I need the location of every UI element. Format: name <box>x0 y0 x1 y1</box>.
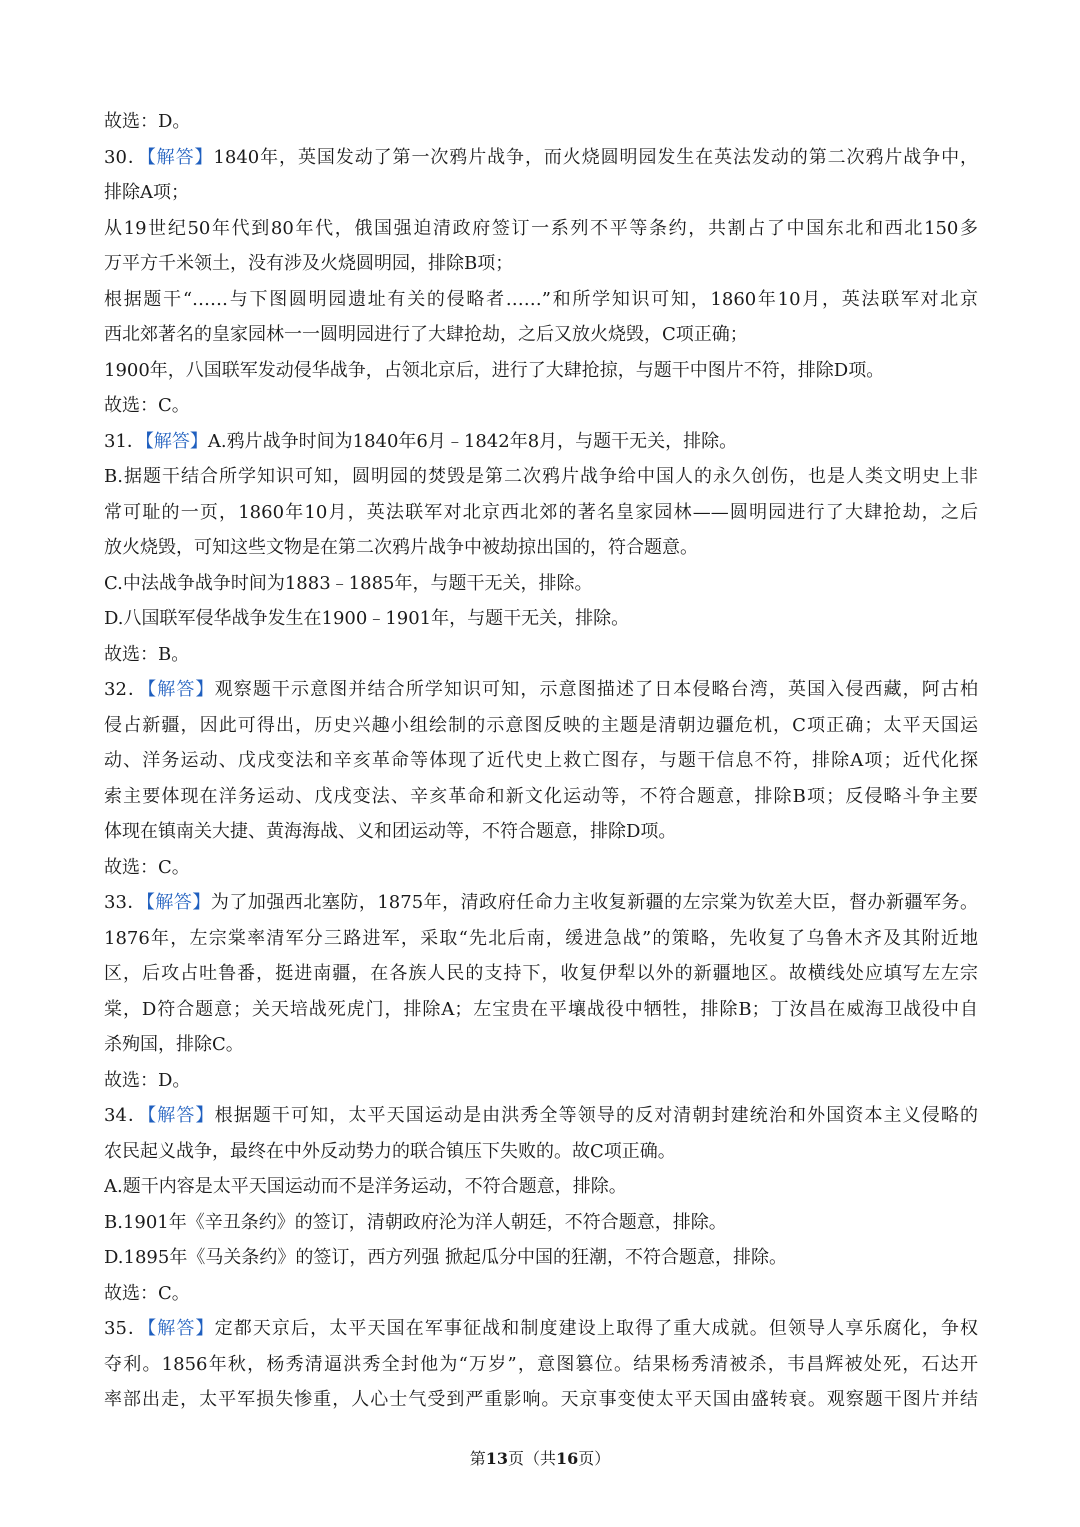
line-text: A.鸦片战争时间为1840年6月﹣1842年8月，与题干无关，排除。 <box>207 430 738 452</box>
text-line <box>104 1098 978 1134</box>
line-text: 1840年，英国发动了第一次鸦片战争，而火烧圆明园发生在英法发动的第二次鸦片战争中， <box>213 146 978 168</box>
text-line <box>104 388 978 424</box>
line-text: 棠，D符合题意；关天培战死虎门，排除A；左宝贵在平壤战役中牺牲，排除B；丁汝昌在威海卫战役中自 <box>104 998 978 1020</box>
line-text: 故选：D。 <box>104 111 191 132</box>
footer-current-page: 13 <box>485 1449 508 1468</box>
text-line <box>104 956 978 992</box>
line-text: 常可耻的一页，1860年10月，英法联军对北京西北郊的著名皇家园林——圆明园进行了大肆抢劫，之后 <box>104 501 978 523</box>
text-line <box>104 743 978 779</box>
page-footer <box>0 1446 1080 1469</box>
line-text: 1876年，左宗棠率清军分三路进军，采取“先北后南，缓进急战”的策略，先收复了乌鲁木齐及其附近地 <box>104 927 978 949</box>
line-text: D.八国联军侵华战争发生在1900﹣1901年，与题干无关，排除。 <box>104 608 630 629</box>
line-text: 故选：C。 <box>104 856 190 878</box>
text-line <box>104 814 978 850</box>
footer-middle: 页（共 <box>507 1449 556 1468</box>
question-number: 34． <box>104 1105 148 1126</box>
answer-tag: 【解答】 <box>146 146 214 168</box>
line-text: D.1895年《马关条约》的签订，西方列强 掀起瓜分中国的狂潮，不符合题意，排除。 <box>104 1247 788 1268</box>
question-number: 32． <box>104 679 148 700</box>
footer-prefix: 第 <box>469 1449 486 1468</box>
text-line <box>104 1205 978 1241</box>
line-text: 故选：C。 <box>104 1282 190 1304</box>
text-line <box>104 1382 978 1418</box>
question-number: 33． <box>104 892 146 913</box>
line-text: 1900年，八国联军发动侵华战争，占领北京后，进行了大肆抢掠，与题干中图片不符，排除D项。 <box>104 359 885 381</box>
answer-tag: 【解答】 <box>147 1318 215 1339</box>
text-line <box>104 672 978 708</box>
text-line <box>104 459 978 495</box>
answer-tag: 【解答】 <box>147 1105 215 1126</box>
line-text: A.题干内容是太平天国运动而不是洋务运动，不符合题意，排除。 <box>104 1176 627 1197</box>
text-line <box>104 992 978 1028</box>
answer-text-body <box>104 104 978 1418</box>
question-number: 35． <box>104 1318 148 1339</box>
line-text: 故选：C。 <box>104 395 190 416</box>
line-text: 为了加强西北塞防，1875年，清政府任命力主收复新疆的左宗棠为钦差大臣，督办新疆军务。 <box>210 892 978 913</box>
answer-tag: 【解答】 <box>147 679 215 700</box>
line-text: 故选：D。 <box>104 1069 191 1091</box>
line-text: 夺利。1856年秋，杨秀清逼洪秀全封他为“万岁”，意图篡位。结果杨秀清被杀，韦昌辉被处死，石达开 <box>104 1353 978 1375</box>
line-text: 故选：B。 <box>104 643 190 665</box>
text-line <box>104 708 978 744</box>
text-line <box>104 885 978 921</box>
text-line <box>104 566 978 602</box>
line-text: 体现在镇南关大捷、黄海海战、义和团运动等，不符合题意，排除D项。 <box>104 821 677 842</box>
line-text: 定都天京后，太平天国在军事征战和制度建设上取得了重大成就。但领导人享乐腐化，争权 <box>214 1318 978 1339</box>
text-line <box>104 104 978 140</box>
text-line <box>104 921 978 957</box>
text-line <box>104 1063 978 1099</box>
line-text: 区，后攻占吐鲁番，挺进南疆，在各族人民的支持下，收复伊犁以外的新疆地区。故横线处应填写左左宗 <box>104 963 978 984</box>
line-text: 从19世纪50年代到80年代，俄国强迫清政府签订一系列不平等条约，共割占了中国东北和西北150多 <box>104 217 978 239</box>
line-text: 根据题干“……与下图圆明园遗址有关的侵略者……”和所学知识可知，1860年10月，英法联军对北京 <box>104 288 978 310</box>
footer-total-pages: 16 <box>556 1449 579 1468</box>
line-text: 万平方千米领土，没有涉及火烧圆明园，排除B项； <box>104 253 514 274</box>
line-text: B.据题干结合所学知识可知，圆明园的焚毁是第二次鸦片战争给中国人的永久创伤，也是人类文明史上非 <box>104 466 978 487</box>
question-number: 31． <box>104 430 145 452</box>
text-line <box>104 246 978 282</box>
text-line <box>104 140 978 176</box>
line-text: 观察题干示意图并结合所学知识可知，示意图描述了日本侵略台湾，英国入侵西藏，阿古柏 <box>214 679 978 700</box>
question-number: 30． <box>104 146 147 168</box>
text-line <box>104 1134 978 1170</box>
text-line <box>104 1311 978 1347</box>
line-text: 西北郊著名的皇家园林一一圆明园进行了大肆抢劫，之后又放火烧毁，C项正确； <box>104 324 748 345</box>
text-line <box>104 317 978 353</box>
text-line <box>104 530 978 566</box>
line-text: B.1901年《辛丑条约》的签订，清朝政府沦为洋人朝廷，不符合题意，排除。 <box>104 1211 727 1233</box>
text-line <box>104 637 978 673</box>
text-line <box>104 424 978 460</box>
line-text: 排除A项； <box>104 182 189 203</box>
line-text: 率部出走，太平军损失惨重，人心士气受到严重影响。天京事变使太平天国由盛转衰。观察题干图片并结 <box>104 1389 978 1410</box>
text-line <box>104 779 978 815</box>
text-line <box>104 211 978 247</box>
line-text: 杀殉国，排除C。 <box>104 1034 244 1055</box>
footer-suffix: 页） <box>578 1449 611 1468</box>
text-line <box>104 850 978 886</box>
answer-tag: 【解答】 <box>144 430 208 452</box>
text-line <box>104 1276 978 1312</box>
text-line <box>104 353 978 389</box>
text-line <box>104 1027 978 1063</box>
line-text: 索主要体现在洋务运动、戊戌变法、辛亥革命和新文化运动等，不符合题意，排除B项；反侵略斗争主要 <box>104 785 978 807</box>
text-line <box>104 495 978 531</box>
line-text: 动、洋务运动、戊戌变法和辛亥革命等体现了近代史上救亡图存，与题干信息不符，排除A项；近代化探 <box>104 750 978 771</box>
text-line <box>104 175 978 211</box>
line-text: 农民起义战争，最终在中外反动势力的联合镇压下失败的。故C项正确。 <box>104 1140 676 1162</box>
text-line <box>104 282 978 318</box>
line-text: 侵占新疆，因此可得出，历史兴趣小组绘制的示意图反映的主题是清朝边疆危机，C项正确；太平天国运 <box>104 714 978 736</box>
text-line <box>104 1169 978 1205</box>
text-line <box>104 1347 978 1383</box>
line-text: C.中法战争战争时间为1883﹣1885年，与题干无关，排除。 <box>104 572 593 594</box>
text-line <box>104 1240 978 1276</box>
line-text: 根据题干可知，太平天国运动是由洪秀全等领导的反对清朝封建统治和外国资本主义侵略的 <box>214 1105 978 1126</box>
text-line <box>104 601 978 637</box>
answer-tag: 【解答】 <box>145 892 211 913</box>
line-text: 放火烧毁，可知这些文物是在第二次鸦片战争中被劫掠出国的，符合题意。 <box>104 537 698 558</box>
